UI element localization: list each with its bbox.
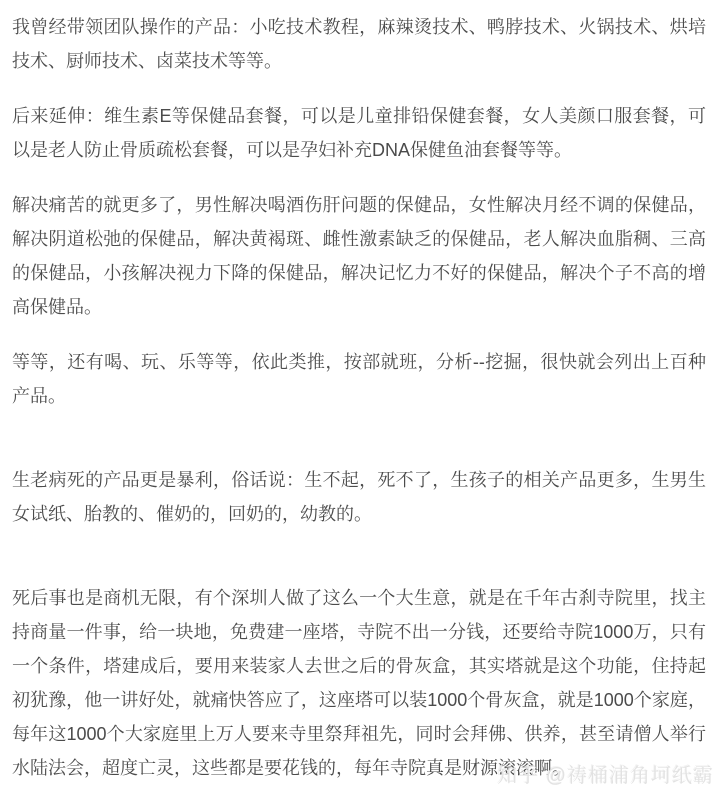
paragraph-life-death: 生老病死的产品更是暴利，俗话说：生不起，死不了，生孩子的相关产品更多，生男生女试纸、胎教的、催奶的，回奶的，幼教的。 — [12, 470, 706, 524]
paragraph-supplements: 后来延伸：维生素E等保健品套餐，可以是儿童排铅保健套餐，女人美颜口服套餐，可以是老人防止骨质疏松套餐，可以是孕妇补充DNA保健鱼油套餐等等。 — [12, 106, 706, 160]
zhihu-watermark: 知乎 @祷桶浦角坷纸霸 — [497, 765, 714, 787]
paragraph-temple-story: 死后事也是商机无限，有个深圳人做了这么一个大生意，就是在千年古刹寺院里，找主持商量一件事，给一块地，免费建一座塔，寺院不出一分钱，还要给寺院1000万，只有一个条件，塔建成后，要用来装家人去世之后的骨灰盒，其实塔就是这个功能，住持起初犹豫，他一讲好处，就痛快答应了，这座塔可以装1000个骨灰盒，就是1000个家庭，每年这1000个大家庭里上万人要来寺里祭拜祖先，同时会拜佛、供养，甚至请僧人举行水陆法会，超度亡灵，这些都是要花钱的，每年寺院真是财源滚滚啊。 — [12, 588, 706, 778]
paragraph-pain-solutions: 解决痛苦的就更多了，男性解决喝酒伤肝问题的保健品，女性解决月经不调的保健品，解决阴道松弛的保健品，解决黄褐斑、雌性激素缺乏的保健品，老人解决血脂稠、三高的保健品，小孩解决视力下降的保健品，解决记忆力不好的保健品，解决个子不高的增高保健品。 — [12, 195, 706, 317]
paragraph-products: 我曾经带领团队操作的产品：小吃技术教程，麻辣烫技术、鸭脖技术、火锅技术、烘培技术、厨师技术、卤菜技术等等。 — [12, 17, 706, 71]
paragraph-etc: 等等，还有喝、玩、乐等等，依此类推，按部就班，分析--挖掘，很快就会列出上百种产品。 — [12, 352, 706, 406]
